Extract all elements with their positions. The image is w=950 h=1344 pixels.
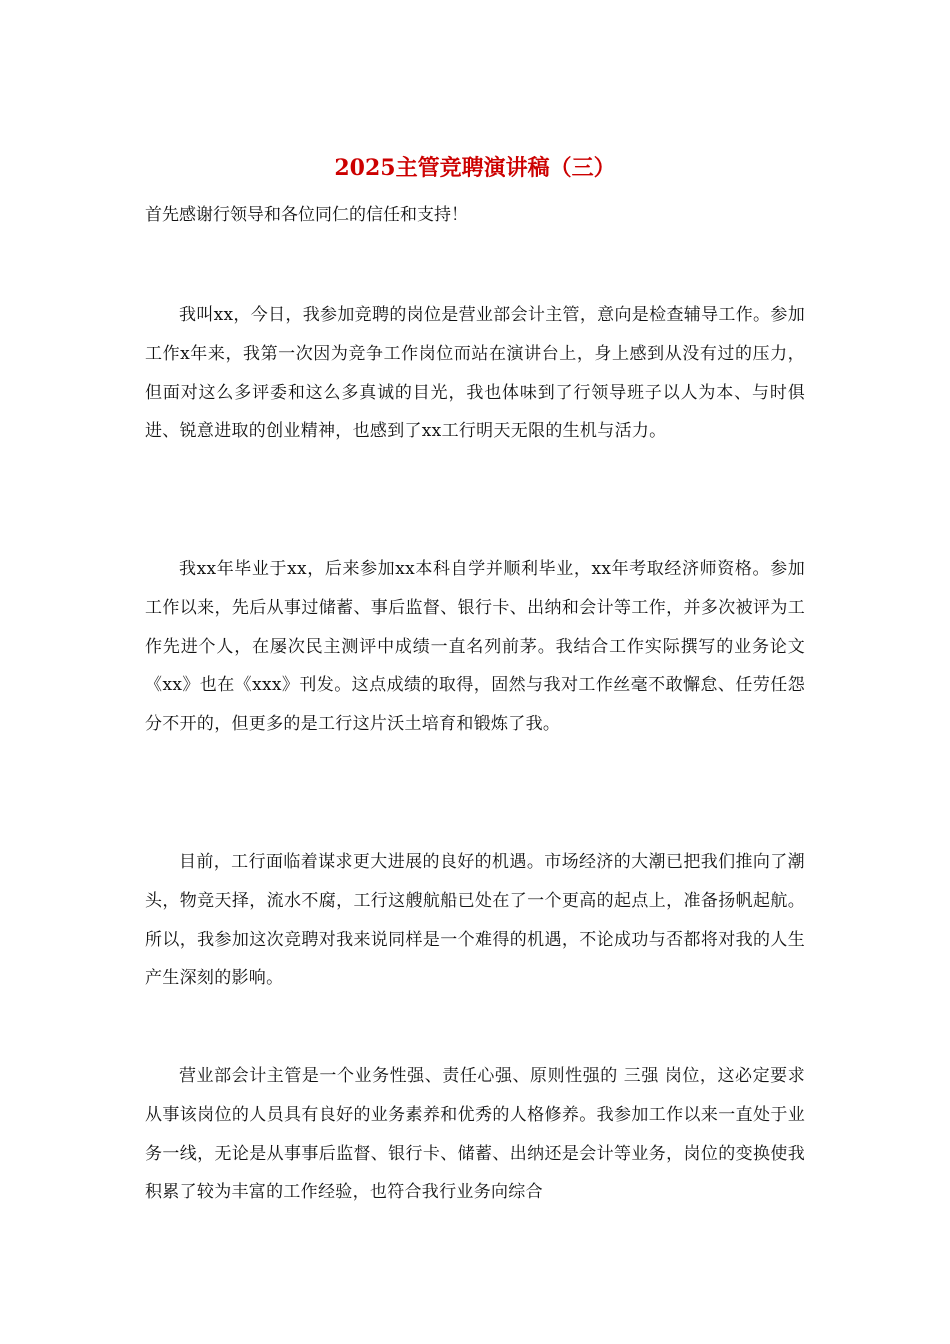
paragraph-2: 我xx年毕业于xx，后来参加xx本科自学并顺利毕业，xx年考取经济师资格。参加工作以来，先后从事过储蓄、事后监督、银行卡、出纳和会计等工作，并多次被评为工作先进个人，在屡次民主测评中成绩一直名列前茅。我结合工作实际撰写的业务论文《xx》也在《xxx》刊发。这点成绩的取得，固然与我对工作丝毫不敢懈怠、任劳任怨分不开的，但更多的是工行这片沃土培育和锻炼了我。 xyxy=(145,559,805,735)
paragraph-4: 营业部会计主管是一个业务性强、责任心强、原则性强的 三强 岗位，这必定要求从事该岗位的人员具有良好的业务素养和优秀的人格修养。我参加工作以来一直处于业务一线，无论是从事事后监督、银行卡、储蓄、出纳还是会计等业务，岗位的变换使我积累了较为丰富的工作经验，也符合我行业务向综合 xyxy=(145,1066,805,1203)
paragraph-3: 目前，工行面临着谋求更大进展的良好的机遇。市场经济的大潮已把我们推向了潮头，物竞天择，流水不腐，工行这艘航船已处在了一个更高的起点上，准备扬帆起航。所以，我参加这次竞聘对我来说同样是一个难得的机遇，不论成功与否都将对我的人生产生深刻的影响。 xyxy=(145,852,805,989)
paragraph-1: 我叫xx，今日，我参加竞聘的岗位是营业部会计主管，意向是检查辅导工作。参加工作x年来，我第一次因为竞争工作岗位而站在演讲台上，身上感到从没有过的压力，但面对这么多评委和这么多真诚的目光，我也体味到了行领导班子以人为本、与时俱进、锐意进取的创业精神，也感到了xx工行明天无限的生机与活力。 xyxy=(145,305,805,442)
document-title: 2025主管竞聘演讲稿（三） xyxy=(334,155,616,181)
intro-line: 首先感谢行领导和各位同仁的信任和支持！ xyxy=(145,205,468,225)
